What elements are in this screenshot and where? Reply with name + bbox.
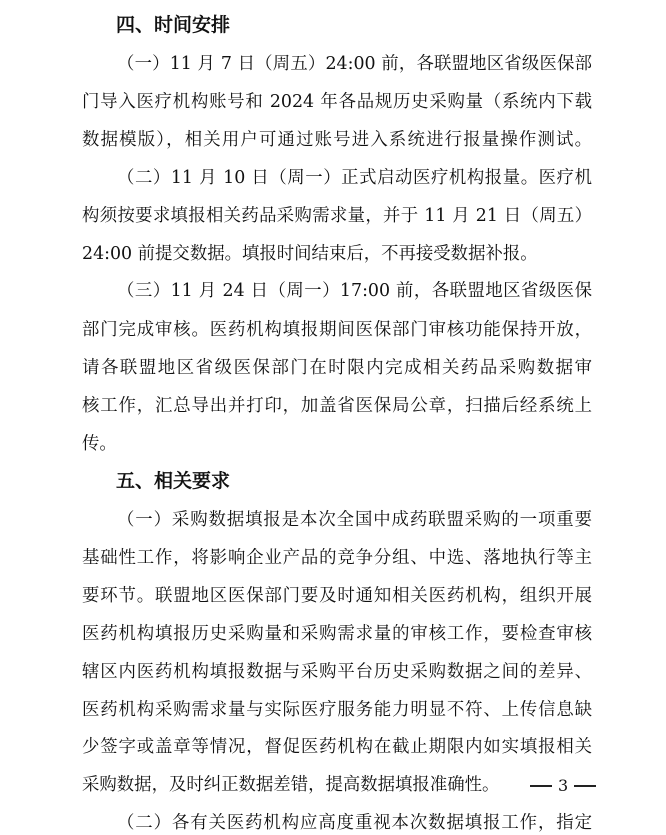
paragraph-line: 请各联盟地区省级医保部门在时限内完成相关药品采购数据审 [82,358,592,378]
paragraph-line: 医药机构填报历史采购量和采购需求量的审核工作，要检查审核 [82,624,592,644]
paragraph-line: 数据模版），相关用户可通过账号进入系统进行报量操作测试。 [82,130,592,150]
footer-dash-left [530,785,552,787]
paragraph-line: （一）采购数据填报是本次全国中成药联盟采购的一项重要 [117,510,592,530]
paragraph-line: 构须按要求填报相关药品采购需求量，并于 11 月 21 日（周五） [82,206,592,226]
page-number: 3 [558,776,569,795]
paragraph-line: 医药机构采购需求量与实际医疗服务能力明显不符、上传信息缺 [82,700,592,720]
paragraph-line: 基础性工作，将影响企业产品的竞争分组、中选、落地执行等主 [82,548,592,568]
paragraph-line: （一）11 月 7 日（周五）24:00 前，各联盟地区省级医保部 [117,54,592,74]
page-footer [530,776,596,796]
paragraph-line: 辖区内医药机构填报数据与采购平台历史采购数据之间的差异、 [82,662,592,682]
footer-dash-right [574,785,596,787]
paragraph-line: 少签字或盖章等情况，督促医药机构在截止期限内如实填报相关 [82,737,592,757]
paragraph-line: 核工作，汇总导出并打印，加盖省医保局公章，扫描后经系统上 [82,396,592,416]
paragraph-line: 24:00 前提交数据。填报时间结束后，不再接受数据补报。 [82,244,538,264]
paragraph-line: 要环节。联盟地区医保部门要及时通知相关医药机构，组织开展 [82,586,592,606]
paragraph-line: （二）11 月 10 日（周一）正式启动医疗机构报量。医疗机 [117,168,592,188]
section-heading-requirements: 五、相关要求 [116,470,231,492]
paragraph-line: 部门完成审核。医药机构填报期间医保部门审核功能保持开放， [82,320,592,340]
section-heading-schedule: 四、时间安排 [116,14,231,36]
paragraph-line: （二）各有关医药机构应高度重视本次数据填报工作，指定 [117,813,592,833]
paragraph-line: （三）11 月 24 日（周一）17:00 前，各联盟地区省级医保 [117,281,592,301]
paragraph-line: 采购数据，及时纠正数据差错，提高数据填报准确性。 [82,775,500,795]
paragraph-line: 门导入医疗机构账号和 2024 年各品规历史采购量（系统内下载 [82,92,592,112]
paragraph-line: 传。 [82,434,117,454]
